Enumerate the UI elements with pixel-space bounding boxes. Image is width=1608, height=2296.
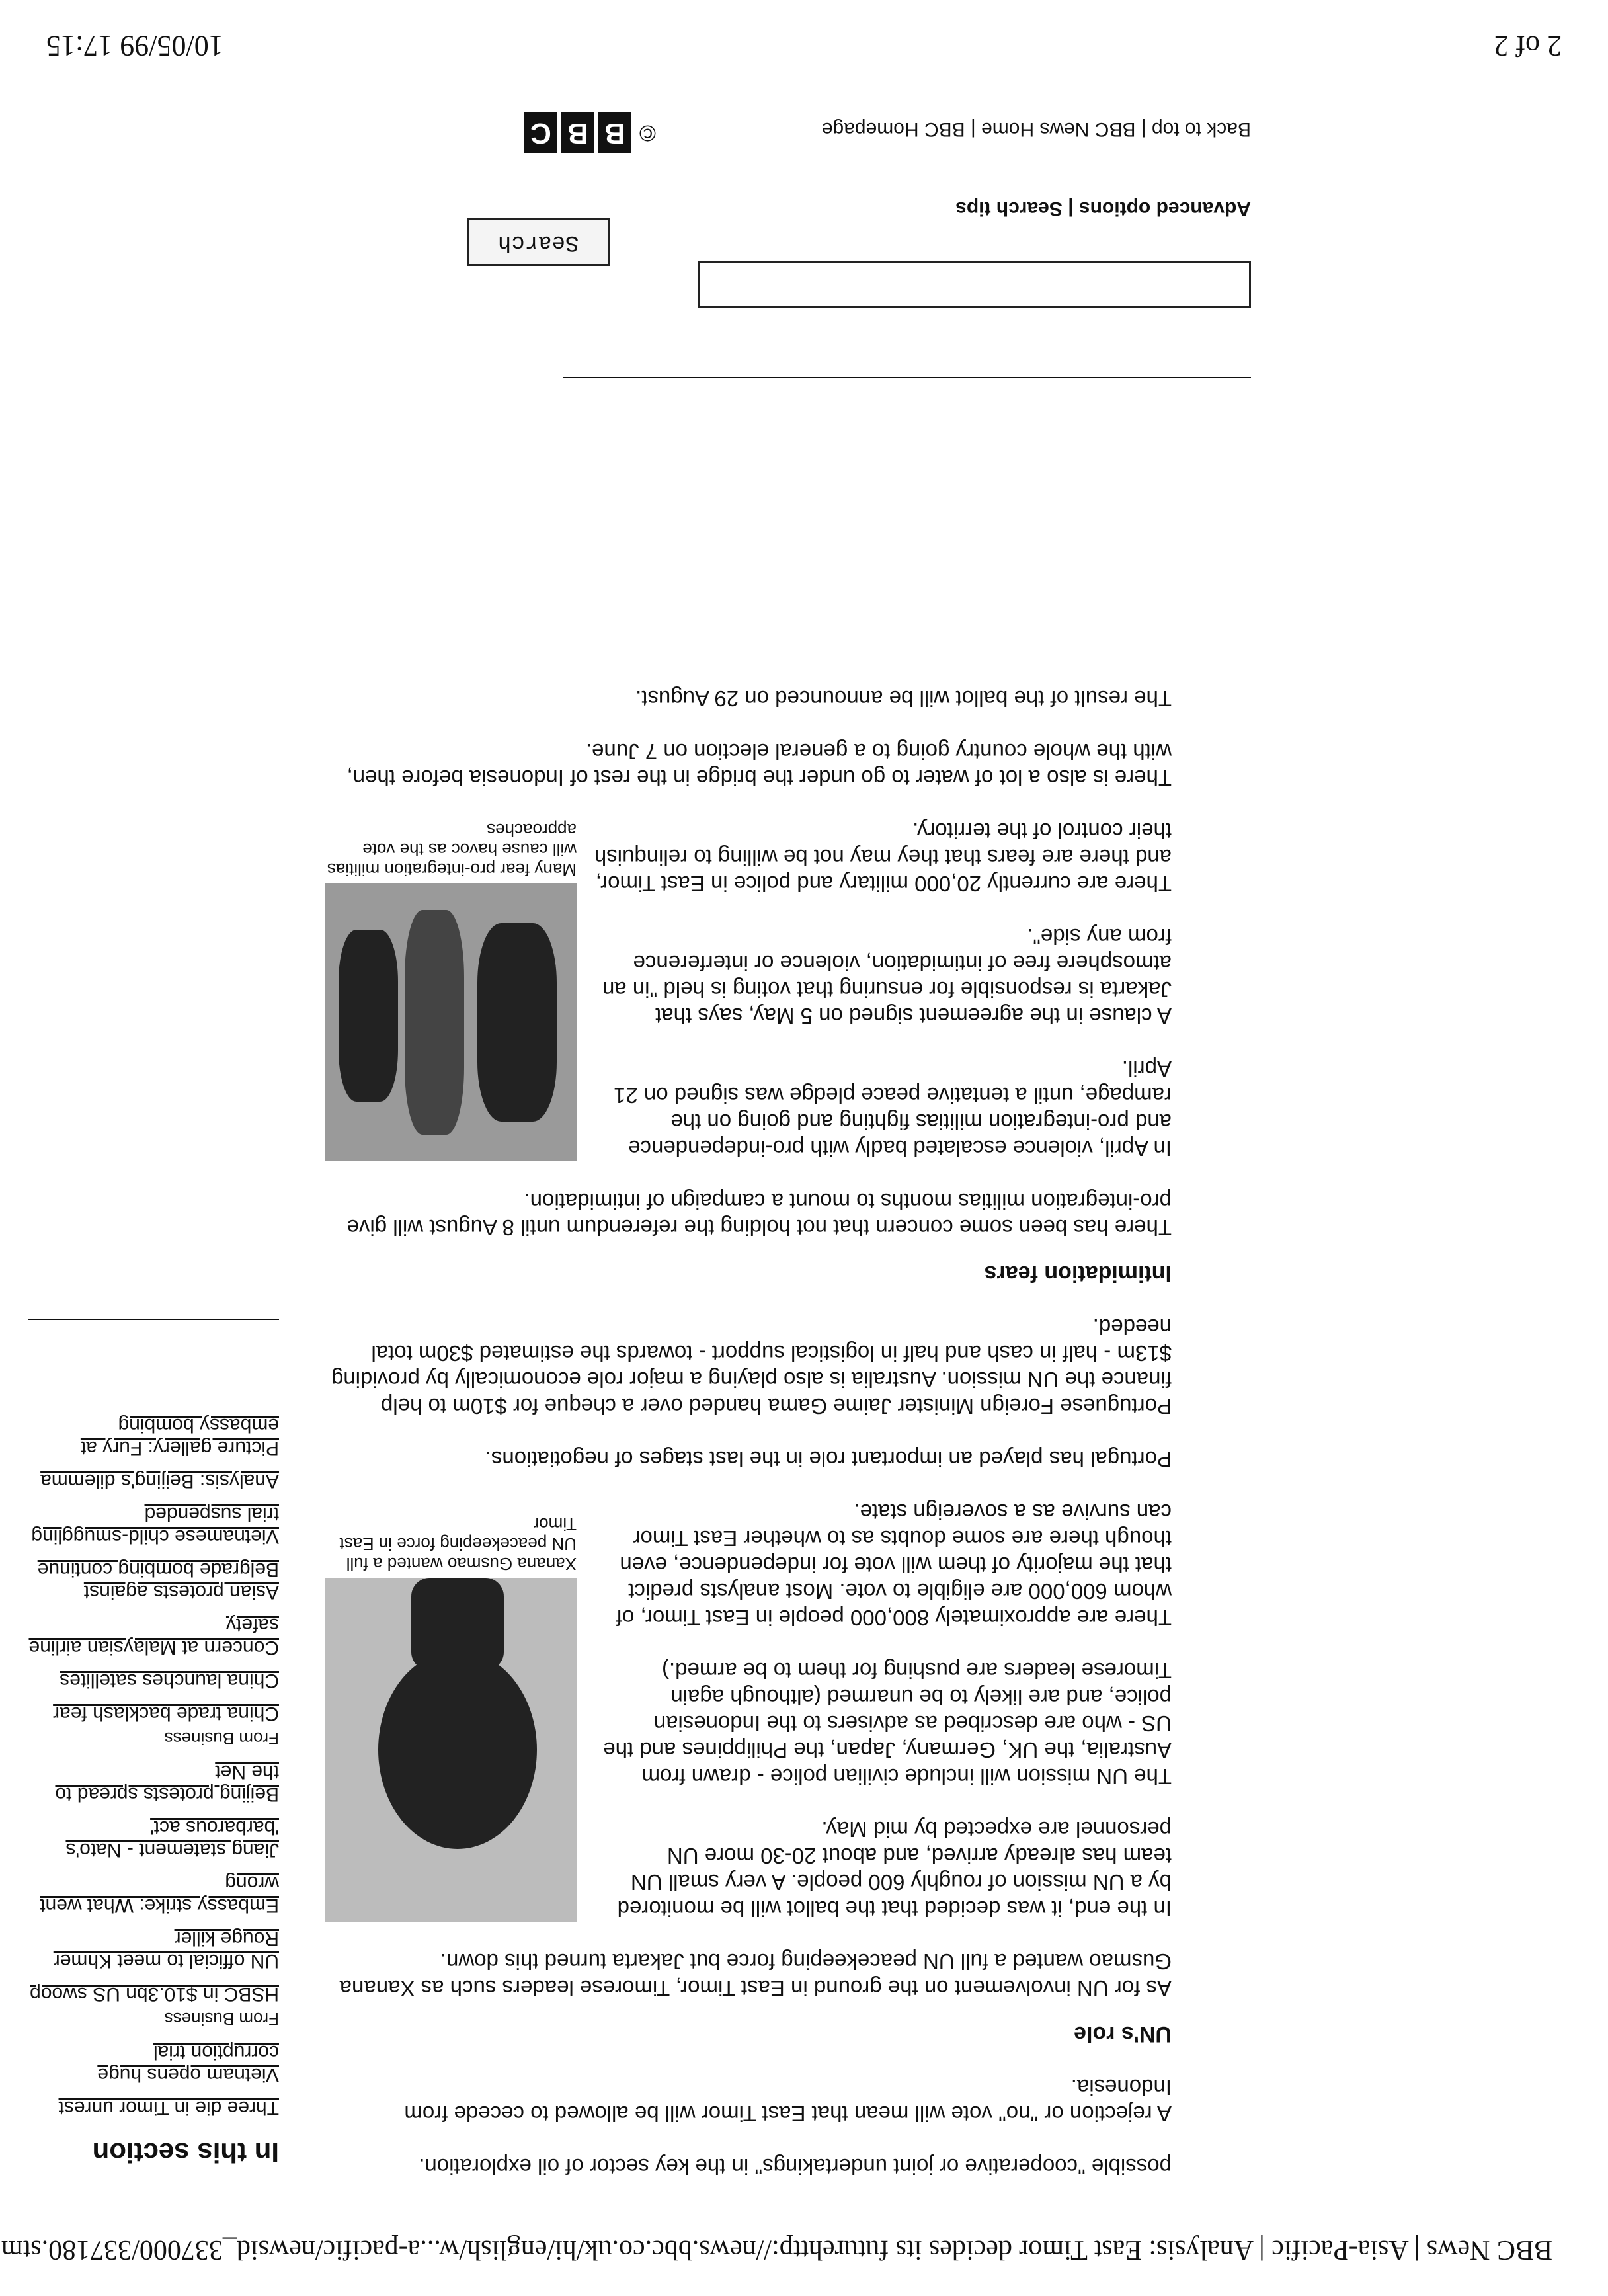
sidebar-link[interactable]: Concern at Malaysian airline safety xyxy=(28,1614,279,1659)
sidebar-link[interactable]: Vietnam opens huge corruption trial xyxy=(97,2041,279,2086)
sidebar-link[interactable]: Three die in Timor unrest xyxy=(58,2097,279,2119)
article-paragraph: There are currently 20,000 military and police in East Timor, and there are fears that they may not be willing to relinquish their control of the territory. xyxy=(594,819,1172,896)
copyright-symbol: © xyxy=(639,120,656,146)
article-body xyxy=(325,659,1172,2180)
search-options-links[interactable]: Advanced options | Search tips xyxy=(955,198,1251,220)
sidebar-link[interactable]: UN official to meet Khmer Rouge killer xyxy=(53,1928,279,1972)
sidebar-in-this-section xyxy=(28,1403,279,2168)
search-button[interactable]: Search xyxy=(467,218,610,266)
militia-photo-block xyxy=(325,820,577,1161)
footer-nav-links[interactable]: Back to top | BBC News Home | BBC Homepage xyxy=(821,118,1251,140)
article-paragraph: Portugal has played an important role in the last stages of negotiations. xyxy=(485,1447,1172,1471)
sidebar-link[interactable]: Jiang statement - Nato's 'barbarous act' xyxy=(65,1817,279,1861)
article-paragraph: A clause in the agreement signed on 5 May, says that Jakarta is responsible for ensuring that voting is held "in an atmosphere free of intimidation, violence or interference from any side". xyxy=(602,924,1172,1028)
sidebar-link[interactable]: Embassy strike: What went wrong xyxy=(40,1872,279,1916)
search-input[interactable] xyxy=(698,261,1251,308)
article-paragraph: The UN mission will include civilian police - drawn from Australia, the UK, Germany, Japan, the Philippines and the US - who are described as advisers to the Indonesian police, and are likely to be unarmed (although again Timorese leaders are pushing for them to be armed.) xyxy=(603,1659,1172,1789)
section-heading-un-role: UN's role xyxy=(1074,2022,1172,2047)
divider xyxy=(28,1319,279,1320)
article-paragraph: A rejection or "no" vote will mean that East Timor will be allowed to cecede from Indonesia. xyxy=(404,2075,1172,2126)
article-paragraph: The result of the ballot will be announced on 29 August. xyxy=(635,686,1172,711)
sidebar-subhead: From Business xyxy=(164,1729,279,1748)
article-paragraph: As for UN involvement on the ground in East Timor, Timorese leaders such as Xanana Gusmao wanted a full UN peacekeeping force but Jakarta turned this down. xyxy=(339,1949,1172,2000)
logo-letter: B xyxy=(561,112,594,153)
print-header-title: BBC News | Asia-Pacific | Analysis: East Timor decides its futurehttp://news.bbc.co.uk/hi/english/w...a-pacific/newsid_337000/337180.stm xyxy=(1,2234,1552,2265)
sidebar-link[interactable]: Analysis: Beijing's dilemma xyxy=(40,1470,279,1492)
article-paragraph: There is also a lot of water to go under the bridge in the rest of Indonesia before then, with the whole country going to a general election on 7 June. xyxy=(346,739,1172,790)
sidebar-subhead: From Business xyxy=(164,2009,279,2029)
article-paragraph: possible "cooperative or joint undertakings" in the key sector of oil exploration. xyxy=(419,2154,1172,2179)
sidebar-link[interactable]: HSBC in $10.3bn US swoop xyxy=(30,1983,279,2005)
sidebar-link[interactable]: Picture gallery: Fury at embassy bombing xyxy=(80,1414,279,1459)
article-paragraph: There are approximately 800,000 people in East Timor, of whom 600,000 are eligible to vote. Most analysts predict that the majority of them will vote for independence, even though there are some doubts as to whether East Timor can survive as a sovereign state. xyxy=(616,1500,1172,1630)
militia-photo xyxy=(325,883,577,1161)
logo-letter: C xyxy=(524,112,557,153)
section-heading-intimidation: Intimidation fears xyxy=(984,1261,1172,1286)
sidebar-link[interactable]: China trade backlash fear xyxy=(53,1703,279,1725)
article-paragraph: In the end, it was decided that the ballot will be monitored by a UN mission of roughly 600 people. A very small UN team has already arrived, and about 20-30 more UN personnel are expected by mid May. xyxy=(617,1817,1172,1921)
sidebar-link[interactable]: Asian protests against Belgrade bombing continue xyxy=(37,1559,279,1603)
article-paragraph: In April, violence escalated badly with pro-independence and pro-integration militias fighting and going on the rampage, until a tentative peace pledge was signed on 21 April. xyxy=(614,1057,1172,1161)
sidebar-link[interactable]: Beijing protests spread to the Net xyxy=(55,1761,279,1805)
gusmao-photo xyxy=(325,1578,577,1922)
article-paragraph: There has been some concern that not holding the referendum until 8 August will give pro-integration militias months to mount a campaign of intimidation. xyxy=(346,1189,1172,1240)
gusmao-photo-block xyxy=(325,1514,577,1922)
sidebar-title: In this section xyxy=(92,2137,279,2168)
article-paragraph: Portuguese Foreign Minister Jaime Gama handed over a cheque for $10m to help finance the UN mission. Australia is also playing a major role economically by providing $13m - half in cash and half in logistical support - towards the estimated $30m total needed. xyxy=(331,1315,1172,1418)
bbc-logo xyxy=(524,112,656,153)
sidebar-link[interactable]: China launches satellites xyxy=(60,1670,279,1692)
divider xyxy=(563,377,1251,378)
logo-letter: B xyxy=(598,112,631,153)
sidebar-link[interactable]: Vietnamese child-smuggling trial suspended xyxy=(31,1503,279,1547)
print-footer-datetime: 10/05/99 17:15 xyxy=(46,30,223,62)
print-footer-page: 2 of 2 xyxy=(1494,30,1562,62)
photo-caption: Many fear pro-integration militias will cause havoc as the vote approaches xyxy=(327,820,577,880)
photo-caption: Xanana Gusmao wanted a full UN peacekeeping force in East Timor xyxy=(339,1514,577,1574)
